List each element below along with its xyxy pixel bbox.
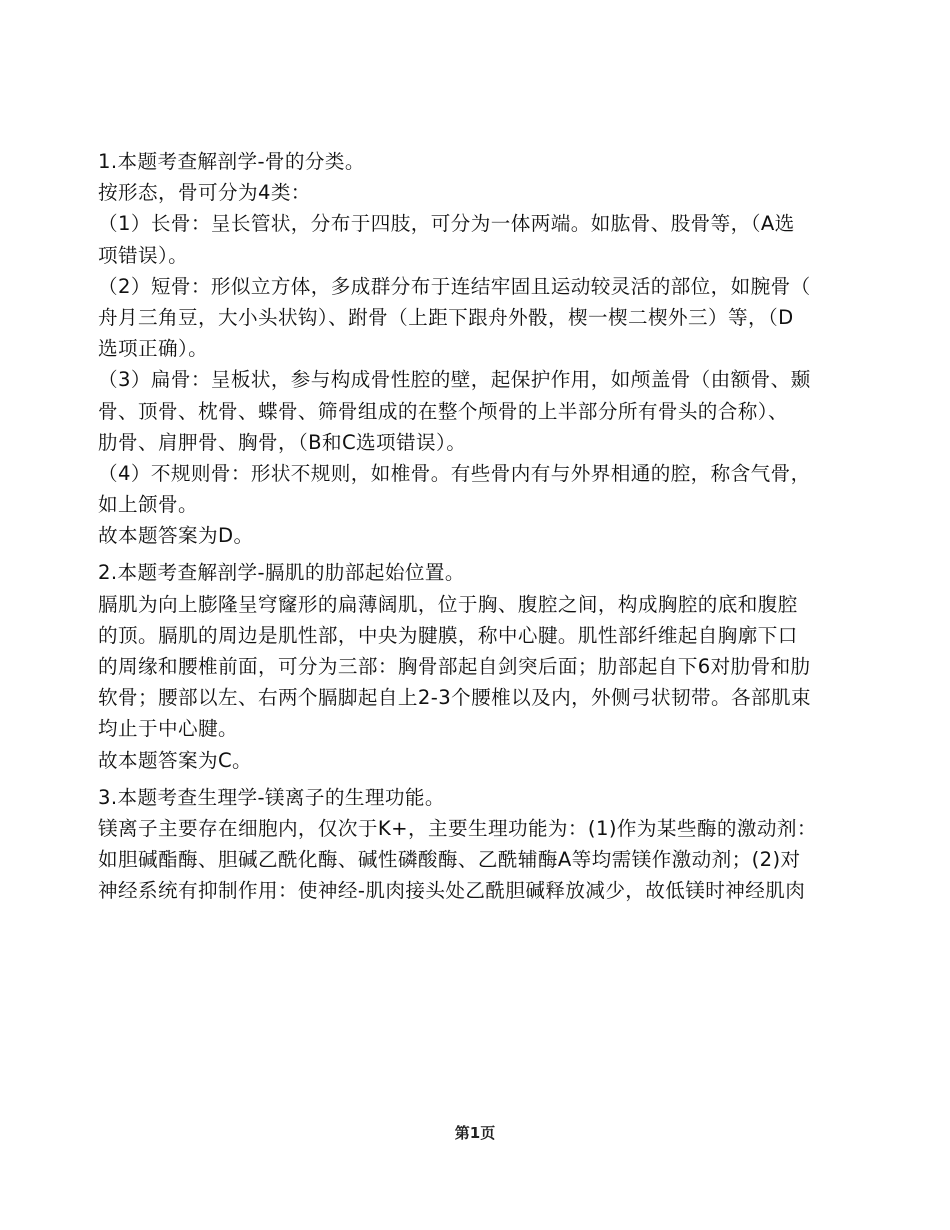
paragraph-line: 选项正确）。 xyxy=(98,337,209,361)
paragraph-line: （2）短骨：形似立方体，多成群分布于连结牢固且运动较灵活的部位，如腕骨（ xyxy=(98,274,811,298)
section-title: 3.本题考查生理学-镁离子的生理功能。 xyxy=(98,785,445,809)
paragraph-line: 软骨；腰部以左、右两个膈脚起自上2-3个腰椎以及内，外侧弓状韧带。各部肌束 xyxy=(98,686,811,710)
paragraph-line: 的周缘和腰椎前面，可分为三部：胸骨部起自剑突后面；肋部起自下6对肋骨和肋 xyxy=(98,655,811,678)
paragraph-line: 舟月三角豆，大小头状钩）、跗骨（上距下跟舟外骰，楔一楔二楔外三）等，（D xyxy=(98,305,794,329)
section-2 xyxy=(98,557,876,775)
paragraph-line: 神经系统有抑制作用：使神经-肌肉接头处乙酰胆碱释放减少，故低镁时神经肌肉 xyxy=(98,879,806,903)
paragraph-line: （4）不规则骨：形状不规则，如椎骨。有些骨内有与外界相通的腔，称含气骨， xyxy=(98,461,811,485)
paragraph-line: 如上颌骨。 xyxy=(98,493,198,517)
paragraph-line: 镁离子主要存在细胞内，仅次于K+，主要生理功能为：(1)作为某些酶的激动剂： xyxy=(98,816,817,840)
paragraph-line: 均止于中心腱。 xyxy=(98,717,238,741)
paragraph-line: 的顶。膈肌的周边是肌性部，中央为腱膜，称中心腱。肌性部纤维起自胸廓下口 xyxy=(98,623,798,647)
paragraph-line: 按形态，骨可分为4类： xyxy=(98,181,311,205)
section-3 xyxy=(98,782,876,907)
page-number: 第1页 xyxy=(454,1124,496,1142)
answer-line: 故本题答案为C。 xyxy=(98,748,253,772)
paragraph-line: 项错误）。 xyxy=(98,243,189,267)
answer-line: 故本题答案为D。 xyxy=(98,524,254,548)
paragraph-line: 骨、顶骨、枕骨、蝶骨、筛骨组成的在整个颅骨的上半部分所有骨头的合称）、 xyxy=(98,399,788,423)
paragraph-line: （1）长骨：呈长管状，分布于四肢，可分为一体两端。如肱骨、股骨等，（A选 xyxy=(98,212,795,236)
paragraph-line: 膈肌为向上膨隆呈穹窿形的扁薄阔肌，位于胸、腹腔之间，构成胸腔的底和腹腔 xyxy=(98,592,798,616)
section-title: 2.本题考查解剖学-膈肌的肋部起始位置。 xyxy=(98,561,465,585)
section-1 xyxy=(98,146,876,551)
paragraph-line: （3）扁骨：呈板状，参与构成骨性腔的壁，起保护作用，如颅盖骨（由额骨、颞 xyxy=(98,368,811,392)
document-body xyxy=(98,146,876,913)
section-title: 1.本题考查解剖学-骨的分类。 xyxy=(98,150,365,173)
paragraph-line: 肋骨、肩胛骨、胸骨，（B和C选项错误）。 xyxy=(98,430,467,454)
paragraph-line: 如胆碱酯酶、胆碱乙酰化酶、碱性磷酸酶、乙酰辅酶A等均需镁作激动剂；(2)对 xyxy=(98,848,801,872)
